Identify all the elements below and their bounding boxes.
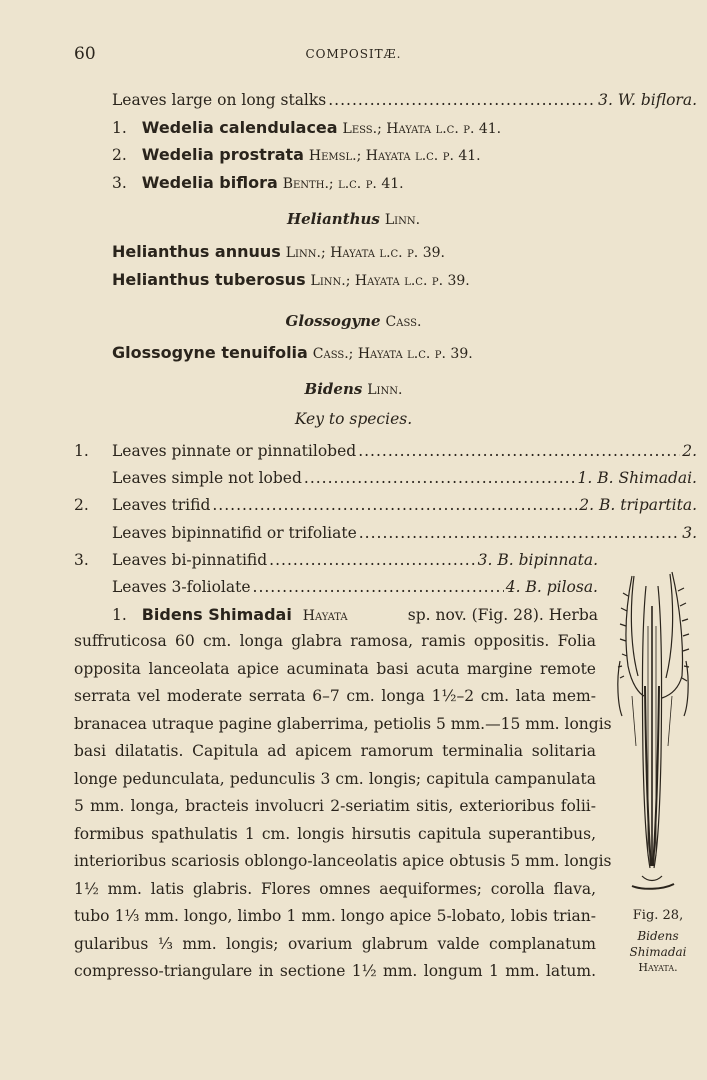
genus-heading [0,310,707,333]
key-result: 2. B. tripartita. [579,496,697,514]
key-text: Leaves simple not lobed [112,469,302,487]
description-line: interioribus scariosis oblongo-lanceolatis apice obtusis 5 mm. longis [74,852,612,870]
species-name: Wedelia prostrata [141,145,304,164]
species-author: Less.; Hayata l.c. p. 41. [342,121,502,137]
description-line: branacea utraque pagine glaberrima, petiolis 5 mm.—15 mm. longis [74,714,612,733]
key-result: 3. W. biflora. [598,91,697,109]
key-text: Leaves 3-foliolate [112,578,251,596]
species-entry [112,342,473,365]
key-line [112,549,598,571]
leader-dots [304,467,576,489]
species-entry [112,117,501,140]
species-name: Helianthus tuberosus [112,270,306,289]
key-number: 3. [74,551,89,569]
genus-heading [0,378,707,401]
description-line: formibus spathulatis 1 cm. longis hirsutis capitula superantibus, [74,824,596,843]
leader-dots [359,522,680,544]
figure-caption-author: Hayata. [638,961,678,974]
key-number: 2. [74,496,89,514]
genus-name: Helianthus [286,210,380,228]
species-author: Hayata [302,608,348,624]
figure-caption-genus: Bidens [637,929,679,943]
key-line [112,576,598,598]
key-text: Leaves trifid [112,496,211,514]
description-line: gularibus ⅓ mm. longis; ovarium glabrum valde complanatum [74,934,596,953]
description-line: basi dilatatis. Capitula ad apicem ramorum terminalia solitaria [74,742,596,760]
species-author: Benth.; l.c. p. 41. [282,176,404,192]
genus-author: Linn. [367,382,403,398]
leader-dots [269,549,476,571]
leader-dots [328,89,596,111]
running-title: COMPOSITÆ. [305,47,402,61]
description-line: 1½ mm. latis glabris. Flores omnes aequiformes; corolla flava, [74,879,596,898]
leader-dots [253,576,504,598]
species-author: Linn.; Hayata l.c. p. 39. [310,273,470,289]
page-number: 60 [74,44,96,64]
bidens-illustration [612,566,692,896]
key-line [112,467,697,489]
description-text: sp. nov. (Fig. 28). Herba [407,606,598,624]
species-name: Wedelia calendulacea [141,118,338,137]
description-line: suffruticosa 60 cm. longa glabra ramosa, ramis oppositis. Folia [74,632,596,650]
description-line: opposita lanceolata apice acuminata basi acuta margine remote [74,659,596,678]
key-result: 3. [682,524,697,542]
entry-number: 1. [112,606,127,624]
key-heading: Key to species. [294,410,413,428]
species-author: Cass.; Hayata l.c. p. 39. [312,346,473,362]
leader-dots [358,440,680,462]
description-line: compresso-triangulare in sectione 1½ mm. longum 1 mm. latum. [74,962,596,980]
genus-heading [0,208,707,231]
key-result: 1. B. Shimadai. [577,469,697,487]
key-text: Leaves large on long stalks [112,91,327,109]
species-name: Glossogyne tenuifolia [112,343,308,362]
genus-name: Glossogyne [285,312,381,330]
key-number: 1. [74,442,89,460]
description-first-line [112,604,598,627]
species-name: Wedelia biflora [141,173,278,192]
species-author: Linn.; Hayata l.c. p. 39. [285,245,445,261]
key-text: Leaves pinnate or pinnatilobed [112,442,357,460]
species-entry [112,144,481,167]
description-line: 5 mm. longa, bracteis involucri 2-seriatim sitis, exterioribus folii- [74,797,596,815]
description-line: longe pedunculata, pedunculis 3 cm. longis; capitula campanulata [74,769,596,788]
species-entry [112,172,404,195]
figure-label: Fig. 28, [632,908,684,923]
description-line: tubo 1⅓ mm. longo, limbo 1 mm. longo apice 5-lobato, lobis trian- [74,907,596,925]
wedelia-key-line [112,89,697,111]
key-line [112,494,697,516]
key-line [112,440,697,462]
figure-caption-species: Shimadai [629,945,687,959]
leader-dots [212,494,577,516]
species-name: Bidens Shimadai [141,605,292,624]
entry-number: 2. [112,146,127,164]
genus-name: Bidens [304,380,363,398]
description-line: serrata vel moderate serrata 6–7 cm. longa 1½–2 cm. lata mem- [74,687,596,705]
entry-number: 3. [112,174,127,192]
entry-number: 1. [112,119,127,137]
key-text: Leaves bi-pinnatifid [112,551,268,569]
key-text: Leaves bipinnatifid or trifoliate [112,524,357,542]
species-name: Helianthus annuus [112,242,281,261]
key-result: 4. B. pilosa. [505,578,598,596]
key-result: 3. B. bipinnata. [477,551,598,569]
species-author: Hemsl.; Hayata l.c. p. 41. [308,148,481,164]
latin-description [74,628,612,986]
key-result: 2. [682,442,697,460]
genus-author: Linn. [384,212,421,228]
key-line [112,522,697,544]
species-entry [112,269,470,292]
species-entry [112,241,445,264]
genus-author: Cass. [385,314,422,330]
